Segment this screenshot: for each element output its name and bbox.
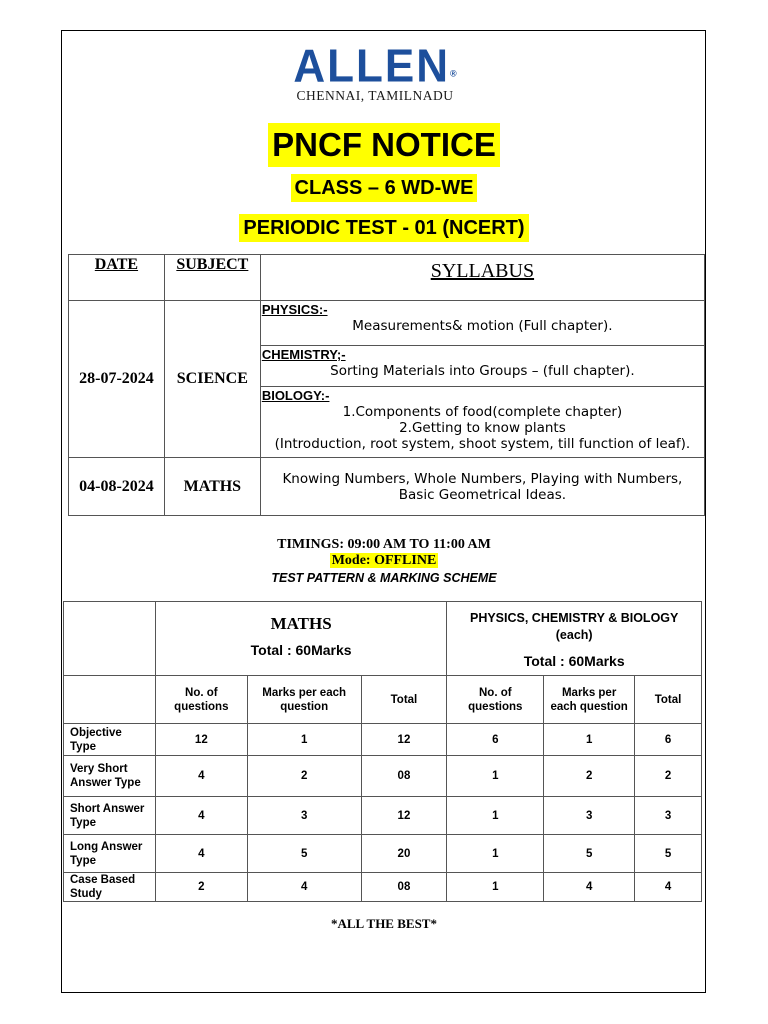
- logo-wordmark: ALLEN®: [293, 40, 457, 93]
- footer-message: *ALL THE BEST*: [331, 916, 437, 931]
- table-row: [64, 756, 702, 797]
- cell-value: 3: [635, 797, 702, 835]
- cell-value: 08: [361, 873, 447, 902]
- col-total: Total: [361, 676, 447, 724]
- cell-value: 1: [447, 756, 544, 797]
- class-line: CLASS – 6 WD-WE: [0, 174, 768, 202]
- cell-value: 5: [247, 835, 361, 873]
- timings: TIMINGS: 09:00 AM TO 11:00 AM: [277, 537, 491, 552]
- allen-logo: [282, 36, 468, 114]
- row-label: Very Short Answer Type: [64, 756, 156, 797]
- maths-line-2: Basic Geometrical Ideas.: [398, 486, 567, 503]
- col-no-questions-pcb: No. of questions: [447, 676, 544, 724]
- logo-location: CHENNAI, TAMILNADU: [296, 88, 454, 103]
- maths-line-1: Knowing Numbers, Whole Numbers, Playing with Numbers,: [282, 470, 683, 487]
- maths-date: 04-08-2024: [69, 458, 165, 516]
- cell-value: 12: [155, 724, 247, 756]
- blank-header-cell: [64, 676, 156, 724]
- cell-value: 6: [635, 724, 702, 756]
- pcb-section-total: Total : 60Marks: [523, 653, 625, 669]
- header-subject: SUBJECT: [164, 255, 260, 301]
- marking-scheme-table: [63, 601, 702, 902]
- pcb-title-line-2: (each): [555, 628, 593, 642]
- chemistry-label: CHEMISTRY;-: [261, 347, 346, 362]
- header-syllabus: SYLLABUS: [260, 255, 704, 301]
- chemistry-cell: [260, 346, 704, 387]
- cell-value: 12: [361, 724, 447, 756]
- cell-value: 1: [544, 724, 635, 756]
- cell-value: 4: [544, 873, 635, 902]
- biology-line-1: 1.Components of food(complete chapter): [342, 404, 623, 420]
- cell-value: 08: [361, 756, 447, 797]
- science-date: 28-07-2024: [69, 301, 165, 458]
- cell-value: 2: [155, 873, 247, 902]
- biology-label: BIOLOGY:-: [261, 388, 330, 403]
- corner-cell: [64, 602, 156, 676]
- physics-cell: [260, 301, 704, 346]
- maths-section-header: [155, 602, 446, 676]
- cell-value: 4: [155, 756, 247, 797]
- chemistry-text: Sorting Materials into Groups – (full chapter).: [330, 363, 635, 379]
- table-row: [64, 873, 702, 902]
- pattern-title: TEST PATTERN & MARKING SCHEME: [271, 571, 497, 585]
- row-label: Short Answer Type: [64, 797, 156, 835]
- notice-title: PNCF NOTICE: [0, 123, 768, 167]
- row-label: Long Answer Type: [64, 835, 156, 873]
- cell-value: 5: [544, 835, 635, 873]
- syllabus-table: [68, 254, 705, 516]
- cell-value: 12: [361, 797, 447, 835]
- biology-cell: [260, 387, 704, 458]
- cell-value: 6: [447, 724, 544, 756]
- table-row: [64, 724, 702, 756]
- row-label: Objective Type: [64, 724, 156, 756]
- pcb-title-line-1: PHYSICS, CHEMISTRY & BIOLOGY: [469, 611, 679, 625]
- physics-label: PHYSICS:-: [261, 302, 328, 317]
- table-row: [64, 797, 702, 835]
- cell-value: 4: [155, 797, 247, 835]
- row-label: Case Based Study: [64, 873, 156, 902]
- cell-value: 3: [247, 797, 361, 835]
- mode: Mode: OFFLINE: [331, 553, 437, 568]
- cell-value: 2: [247, 756, 361, 797]
- col-marks-per-question: Marks per each question: [247, 676, 361, 724]
- col-marks-per-question-pcb: Marks per each question: [544, 676, 635, 724]
- pcb-section-header: [447, 602, 702, 676]
- maths-section-title: MATHS: [270, 614, 332, 633]
- cell-value: 3: [544, 797, 635, 835]
- cell-value: 1: [447, 873, 544, 902]
- cell-value: 4: [635, 873, 702, 902]
- biology-line-2: 2.Getting to know plants: [399, 420, 566, 436]
- cell-value: 5: [635, 835, 702, 873]
- biology-line-3: (Introduction, root system, shoot system, till function of leaf).: [274, 436, 691, 452]
- cell-value: 4: [247, 873, 361, 902]
- cell-value: 1: [447, 835, 544, 873]
- cell-value: 20: [361, 835, 447, 873]
- table-row: [64, 835, 702, 873]
- cell-value: 1: [447, 797, 544, 835]
- maths-syllabus-cell: [260, 458, 704, 516]
- col-total-pcb: Total: [635, 676, 702, 724]
- cell-value: 4: [155, 835, 247, 873]
- maths-section-total: Total : 60Marks: [250, 642, 352, 658]
- science-subject: SCIENCE: [164, 301, 260, 458]
- cell-value: 2: [544, 756, 635, 797]
- physics-text: Measurements& motion (Full chapter).: [352, 318, 613, 334]
- cell-value: 1: [247, 724, 361, 756]
- col-no-questions: No. of questions: [155, 676, 247, 724]
- test-line: PERIODIC TEST - 01 (NCERT): [0, 214, 768, 242]
- cell-value: 2: [635, 756, 702, 797]
- header-date: DATE: [69, 255, 165, 301]
- maths-subject: MATHS: [164, 458, 260, 516]
